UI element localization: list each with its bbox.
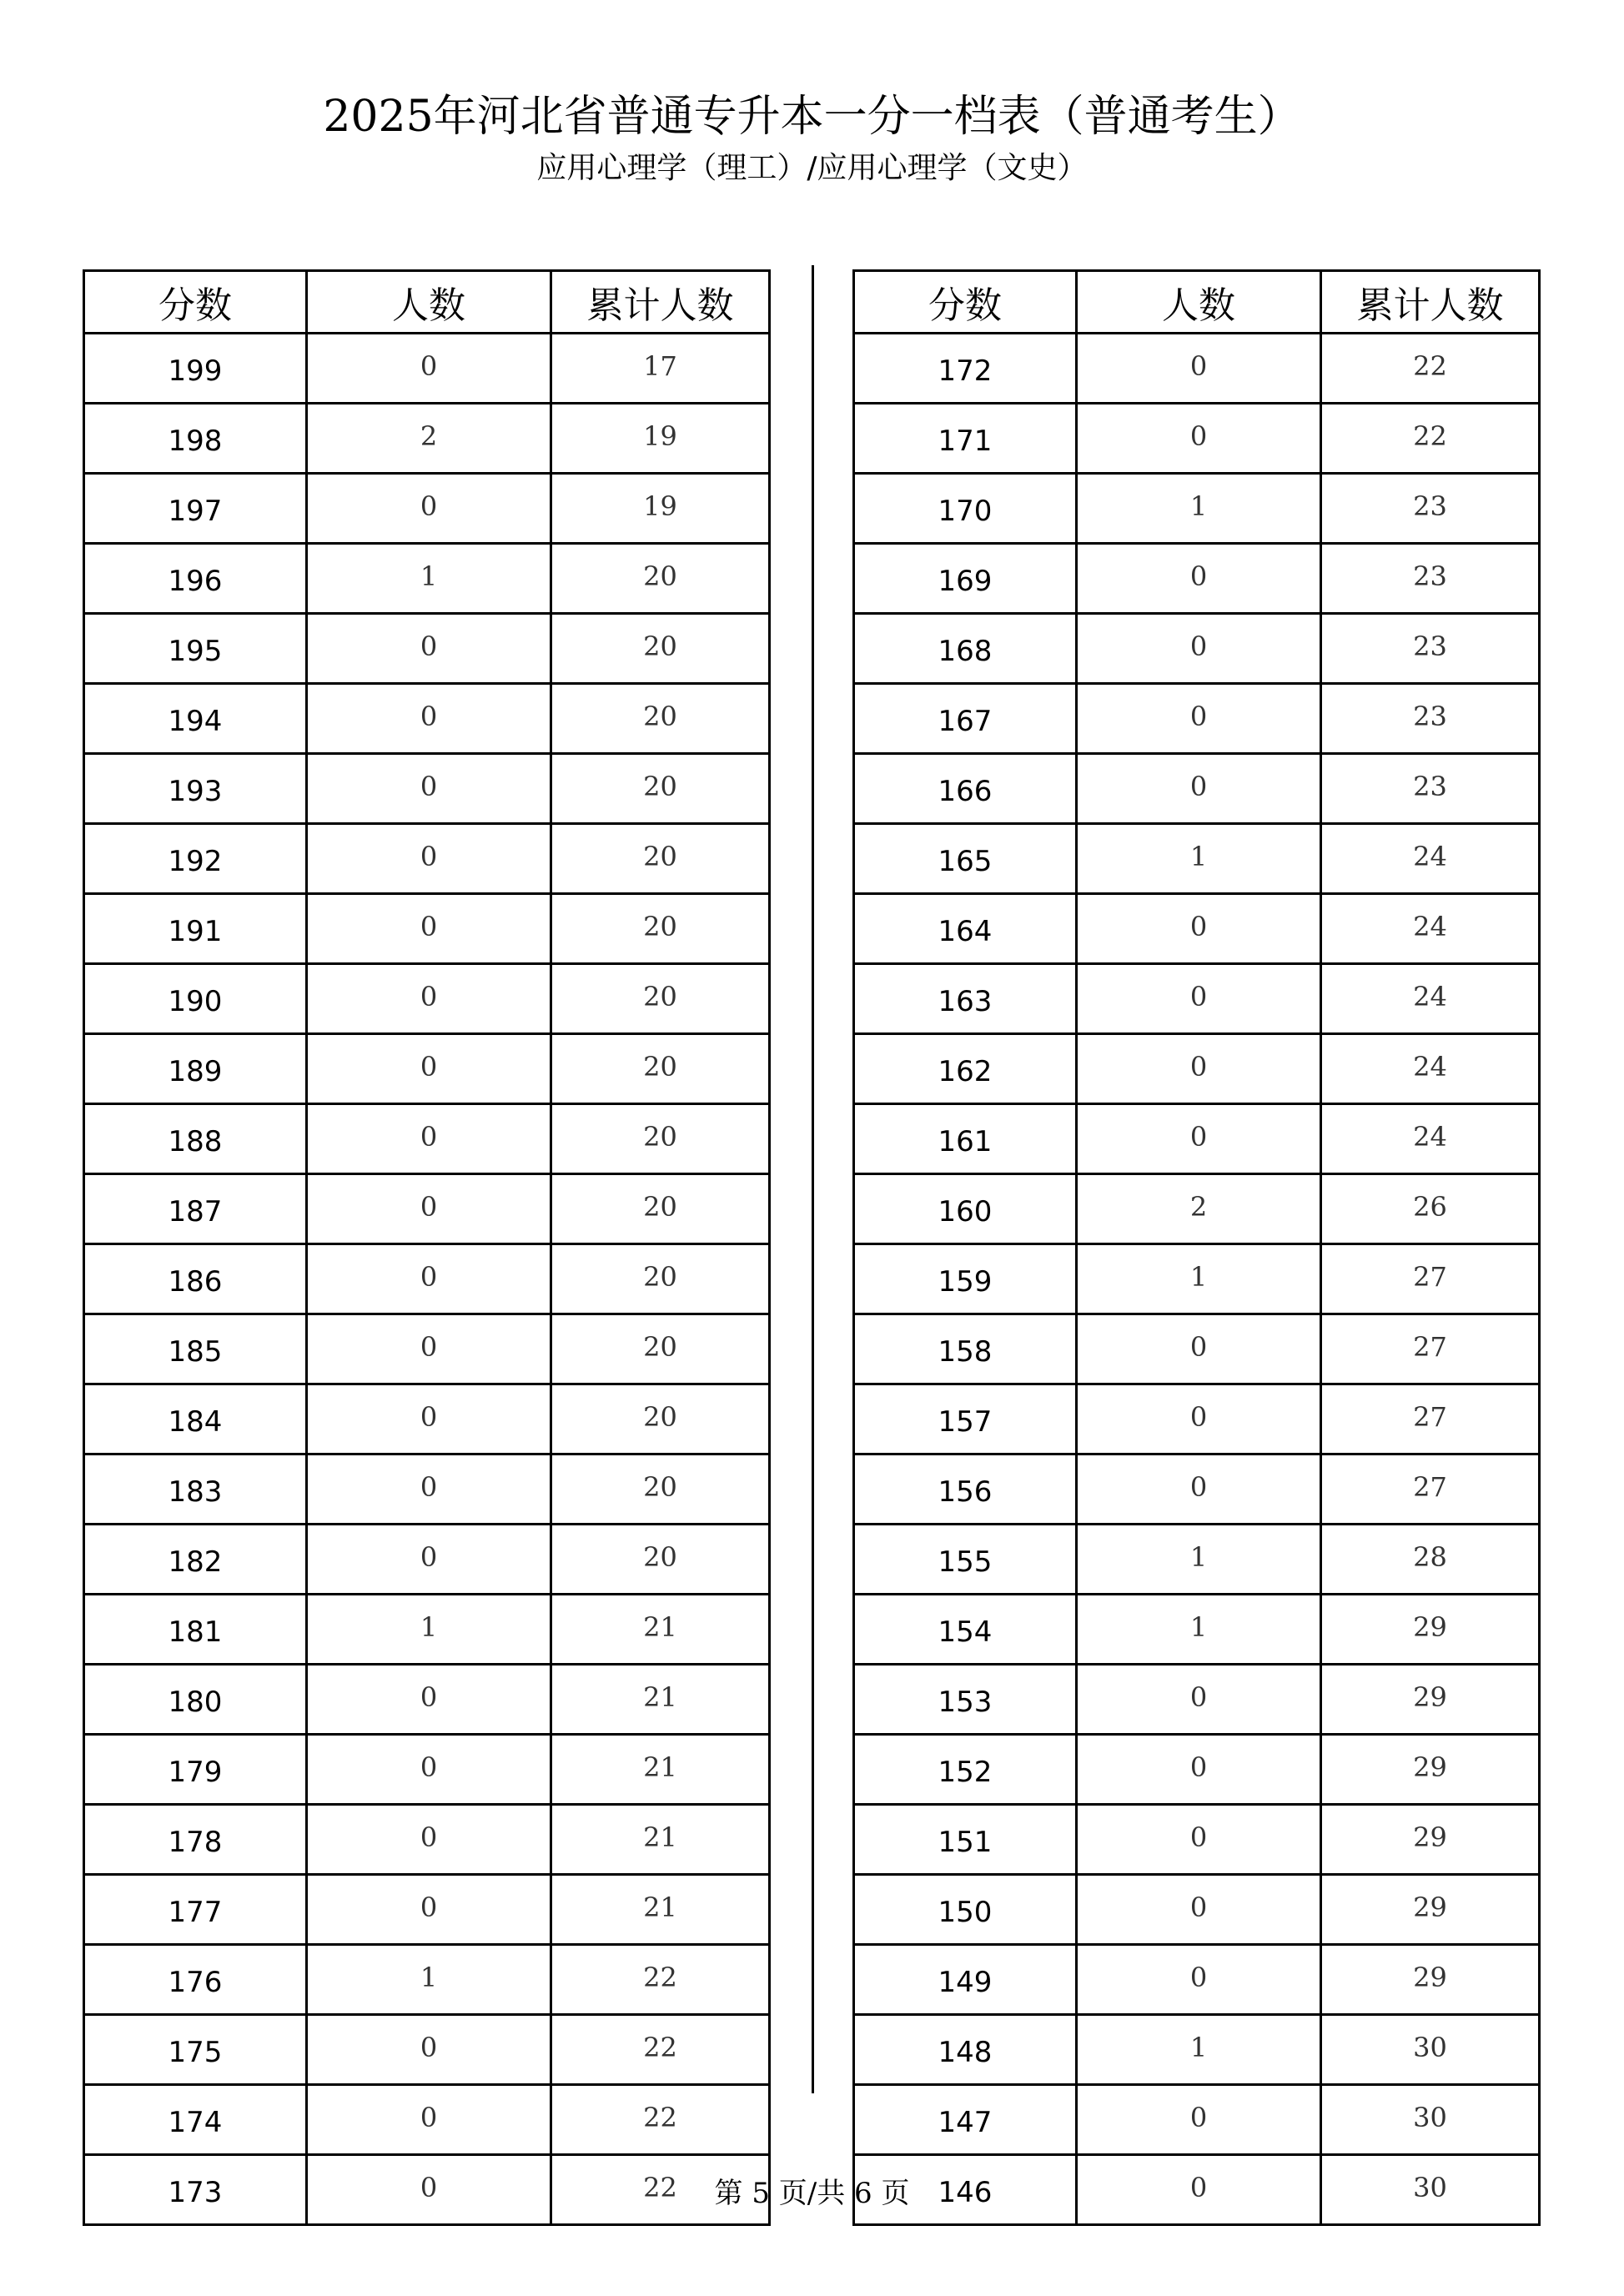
cumulative-cell: 29 (1321, 1735, 1540, 1805)
cumulative-cell: 30 (1321, 2015, 1540, 2085)
score-cell: 175 (84, 2015, 307, 2085)
score-cell: 170 (854, 474, 1077, 544)
count-cell: 0 (307, 1665, 551, 1735)
count-cell: 1 (307, 544, 551, 614)
count-cell: 0 (307, 894, 551, 964)
table-row (84, 614, 770, 684)
cumulative-cell: 20 (551, 1104, 770, 1174)
count-cell: 2 (1077, 1174, 1321, 1244)
score-cell: 191 (84, 894, 307, 964)
score-cell: 198 (84, 404, 307, 474)
header-cumulative: 累计人数 (551, 271, 770, 334)
count-cell: 0 (1077, 1034, 1321, 1104)
cumulative-cell: 29 (1321, 1945, 1540, 2015)
cumulative-cell: 27 (1321, 1314, 1540, 1384)
table-row (854, 1384, 1540, 1454)
score-cell: 196 (84, 544, 307, 614)
cumulative-cell: 20 (551, 614, 770, 684)
score-cell: 172 (854, 334, 1077, 404)
score-cell: 146 (854, 2155, 1077, 2225)
table-row (84, 894, 770, 964)
cumulative-cell: 23 (1321, 754, 1540, 824)
count-cell: 0 (307, 2085, 551, 2155)
cumulative-cell: 21 (551, 1805, 770, 1875)
count-cell: 1 (307, 1945, 551, 2015)
count-cell: 0 (1077, 614, 1321, 684)
count-cell: 0 (1077, 684, 1321, 754)
column-divider (812, 265, 814, 2093)
table-row (84, 684, 770, 754)
score-cell: 158 (854, 1314, 1077, 1384)
table-header-row (854, 271, 1540, 334)
table-row (84, 1244, 770, 1314)
score-cell: 149 (854, 1945, 1077, 2015)
cumulative-cell: 20 (551, 824, 770, 894)
cumulative-cell: 20 (551, 1034, 770, 1104)
table-row (854, 754, 1540, 824)
cumulative-cell: 24 (1321, 824, 1540, 894)
table-row (84, 334, 770, 404)
score-cell: 171 (854, 404, 1077, 474)
score-cell: 190 (84, 964, 307, 1034)
table-row (854, 1454, 1540, 1525)
cumulative-cell: 26 (1321, 1174, 1540, 1244)
cumulative-cell: 24 (1321, 1104, 1540, 1174)
table-row (854, 1034, 1540, 1104)
score-cell: 192 (84, 824, 307, 894)
cumulative-cell: 19 (551, 404, 770, 474)
header-score: 分数 (84, 271, 307, 334)
table-row (84, 1525, 770, 1595)
score-cell: 176 (84, 1945, 307, 2015)
score-cell: 184 (84, 1384, 307, 1454)
score-cell: 148 (854, 2015, 1077, 2085)
cumulative-cell: 21 (551, 1875, 770, 1945)
cumulative-cell: 19 (551, 474, 770, 544)
cumulative-cell: 20 (551, 1384, 770, 1454)
table-row (854, 684, 1540, 754)
score-cell: 159 (854, 1244, 1077, 1314)
cumulative-cell: 22 (551, 1945, 770, 2015)
score-cell: 195 (84, 614, 307, 684)
table-row (84, 754, 770, 824)
cumulative-cell: 22 (1321, 404, 1540, 474)
cumulative-cell: 29 (1321, 1595, 1540, 1665)
cumulative-cell: 29 (1321, 1805, 1540, 1875)
score-cell: 180 (84, 1665, 307, 1735)
score-cell: 199 (84, 334, 307, 404)
table-row (84, 2085, 770, 2155)
score-cell: 163 (854, 964, 1077, 1034)
table-row (854, 1104, 1540, 1174)
table-row (854, 614, 1540, 684)
count-cell: 0 (307, 1384, 551, 1454)
table-row (84, 1875, 770, 1945)
score-cell: 162 (854, 1034, 1077, 1104)
table-row (854, 1525, 1540, 1595)
score-cell: 164 (854, 894, 1077, 964)
count-cell: 0 (1077, 544, 1321, 614)
score-cell: 155 (854, 1525, 1077, 1595)
cumulative-cell: 24 (1321, 1034, 1540, 1104)
score-cell: 168 (854, 614, 1077, 684)
table-row (84, 2015, 770, 2085)
cumulative-cell: 20 (551, 1454, 770, 1525)
cumulative-cell: 22 (1321, 334, 1540, 404)
count-cell: 0 (307, 754, 551, 824)
cumulative-cell: 23 (1321, 614, 1540, 684)
count-cell: 0 (307, 1525, 551, 1595)
score-cell: 177 (84, 1875, 307, 1945)
cumulative-cell: 27 (1321, 1454, 1540, 1525)
count-cell: 1 (1077, 474, 1321, 544)
table-row (84, 824, 770, 894)
score-cell: 151 (854, 1805, 1077, 1875)
count-cell: 0 (1077, 754, 1321, 824)
score-cell: 178 (84, 1805, 307, 1875)
score-cell: 186 (84, 1244, 307, 1314)
count-cell: 0 (307, 1104, 551, 1174)
count-cell: 0 (1077, 1735, 1321, 1805)
table-row (84, 1034, 770, 1104)
cumulative-cell: 20 (551, 1314, 770, 1384)
count-cell: 1 (307, 1595, 551, 1665)
table-row (84, 1454, 770, 1525)
table-row (854, 474, 1540, 544)
cumulative-cell: 23 (1321, 544, 1540, 614)
score-cell: 160 (854, 1174, 1077, 1244)
cumulative-cell: 20 (551, 1174, 770, 1244)
count-cell: 0 (307, 1735, 551, 1805)
score-cell: 193 (84, 754, 307, 824)
table-row (84, 1314, 770, 1384)
page-title: 2025年河北省普通专升本一分一档表（普通考生） (323, 92, 1301, 142)
table-row (84, 1104, 770, 1174)
count-cell: 0 (307, 684, 551, 754)
score-cell: 185 (84, 1314, 307, 1384)
count-cell: 0 (307, 1034, 551, 1104)
cumulative-cell: 27 (1321, 1384, 1540, 1454)
cumulative-cell: 21 (551, 1735, 770, 1805)
table-row (84, 1665, 770, 1735)
table-row (84, 1174, 770, 1244)
score-cell: 165 (854, 824, 1077, 894)
score-cell: 187 (84, 1174, 307, 1244)
count-cell: 1 (1077, 824, 1321, 894)
table-row (854, 1174, 1540, 1244)
score-cell: 174 (84, 2085, 307, 2155)
count-cell: 0 (307, 2015, 551, 2085)
count-cell: 0 (307, 2155, 551, 2225)
score-cell: 182 (84, 1525, 307, 1595)
table-row (854, 894, 1540, 964)
table-row (854, 334, 1540, 404)
cumulative-cell: 22 (551, 2015, 770, 2085)
table-row (854, 1735, 1540, 1805)
cumulative-cell: 21 (551, 1665, 770, 1735)
score-cell: 183 (84, 1454, 307, 1525)
count-cell: 2 (307, 404, 551, 474)
count-cell: 0 (307, 964, 551, 1034)
score-cell: 189 (84, 1034, 307, 1104)
score-cell: 179 (84, 1735, 307, 1805)
cumulative-cell: 29 (1321, 1875, 1540, 1945)
count-cell: 1 (1077, 1244, 1321, 1314)
cumulative-cell: 24 (1321, 964, 1540, 1034)
table-row (854, 2085, 1540, 2155)
table-row (84, 1384, 770, 1454)
score-cell: 173 (84, 2155, 307, 2225)
cumulative-cell: 23 (1321, 474, 1540, 544)
count-cell: 0 (1077, 894, 1321, 964)
score-cell: 157 (854, 1384, 1077, 1454)
table-row (84, 1595, 770, 1665)
score-cell: 154 (854, 1595, 1077, 1665)
table-row (854, 544, 1540, 614)
cumulative-cell: 28 (1321, 1525, 1540, 1595)
cumulative-cell: 30 (1321, 2085, 1540, 2155)
score-cell: 181 (84, 1595, 307, 1665)
score-cell: 147 (854, 2085, 1077, 2155)
count-cell: 0 (307, 1314, 551, 1384)
score-table-left (83, 269, 771, 2226)
count-cell: 1 (1077, 1595, 1321, 1665)
count-cell: 0 (307, 1805, 551, 1875)
table-body-left (84, 334, 770, 2225)
cumulative-cell: 20 (551, 544, 770, 614)
table-row (84, 1805, 770, 1875)
table-row (854, 964, 1540, 1034)
cumulative-cell: 23 (1321, 684, 1540, 754)
table-row (854, 1314, 1540, 1384)
table-row (854, 1805, 1540, 1875)
score-table-right (852, 269, 1541, 2226)
score-cell: 153 (854, 1665, 1077, 1735)
count-cell: 0 (1077, 2155, 1321, 2225)
count-cell: 0 (1077, 1104, 1321, 1174)
count-cell: 0 (1077, 1945, 1321, 2015)
count-cell: 0 (1077, 1314, 1321, 1384)
table-row (854, 1875, 1540, 1945)
score-cell: 197 (84, 474, 307, 544)
cumulative-cell: 20 (551, 894, 770, 964)
table-row (854, 1945, 1540, 2015)
table-row (854, 1665, 1540, 1735)
count-cell: 0 (307, 1454, 551, 1525)
count-cell: 1 (1077, 2015, 1321, 2085)
score-cell: 169 (854, 544, 1077, 614)
count-cell: 0 (1077, 1875, 1321, 1945)
table-body-right (854, 334, 1540, 2225)
count-cell: 0 (1077, 1384, 1321, 1454)
table-row (84, 1735, 770, 1805)
header-count: 人数 (1077, 271, 1321, 334)
count-cell: 0 (1077, 1454, 1321, 1525)
count-cell: 0 (307, 474, 551, 544)
table-header-row (84, 271, 770, 334)
cumulative-cell: 20 (551, 684, 770, 754)
page-subtitle: 应用心理学（理工）/应用心理学（文史） (536, 151, 1088, 185)
table-row (84, 474, 770, 544)
count-cell: 0 (1077, 964, 1321, 1034)
cumulative-cell: 21 (551, 1595, 770, 1665)
count-cell: 0 (1077, 1805, 1321, 1875)
count-cell: 0 (1077, 2085, 1321, 2155)
cumulative-cell: 20 (551, 754, 770, 824)
count-cell: 0 (1077, 404, 1321, 474)
count-cell: 0 (307, 1244, 551, 1314)
header-score: 分数 (854, 271, 1077, 334)
score-cell: 156 (854, 1454, 1077, 1525)
cumulative-cell: 20 (551, 1244, 770, 1314)
table-row (854, 404, 1540, 474)
table-row (854, 1595, 1540, 1665)
score-cell: 194 (84, 684, 307, 754)
header-cumulative: 累计人数 (1321, 271, 1540, 334)
cumulative-cell: 30 (1321, 2155, 1540, 2225)
cumulative-cell: 24 (1321, 894, 1540, 964)
count-cell: 0 (307, 614, 551, 684)
table-row (854, 824, 1540, 894)
count-cell: 0 (1077, 334, 1321, 404)
cumulative-cell: 20 (551, 1525, 770, 1595)
table-row (84, 1945, 770, 2015)
table-row (854, 2015, 1540, 2085)
cumulative-cell: 22 (551, 2085, 770, 2155)
header-count: 人数 (307, 271, 551, 334)
score-cell: 152 (854, 1735, 1077, 1805)
count-cell: 0 (1077, 1665, 1321, 1735)
count-cell: 1 (1077, 1525, 1321, 1595)
cumulative-cell: 20 (551, 964, 770, 1034)
table-row (84, 964, 770, 1034)
count-cell: 0 (307, 824, 551, 894)
cumulative-cell: 29 (1321, 1665, 1540, 1735)
score-cell: 188 (84, 1104, 307, 1174)
score-cell: 150 (854, 1875, 1077, 1945)
table-row (84, 404, 770, 474)
page-footer: 第 5 页/共 6 页 (714, 2177, 910, 2210)
score-cell: 166 (854, 754, 1077, 824)
score-cell: 167 (854, 684, 1077, 754)
cumulative-cell: 27 (1321, 1244, 1540, 1314)
table-row (854, 1244, 1540, 1314)
table-row (84, 544, 770, 614)
cumulative-cell: 22 (551, 2155, 770, 2225)
cumulative-cell: 17 (551, 334, 770, 404)
count-cell: 0 (307, 334, 551, 404)
count-cell: 0 (307, 1875, 551, 1945)
count-cell: 0 (307, 1174, 551, 1244)
score-cell: 161 (854, 1104, 1077, 1174)
